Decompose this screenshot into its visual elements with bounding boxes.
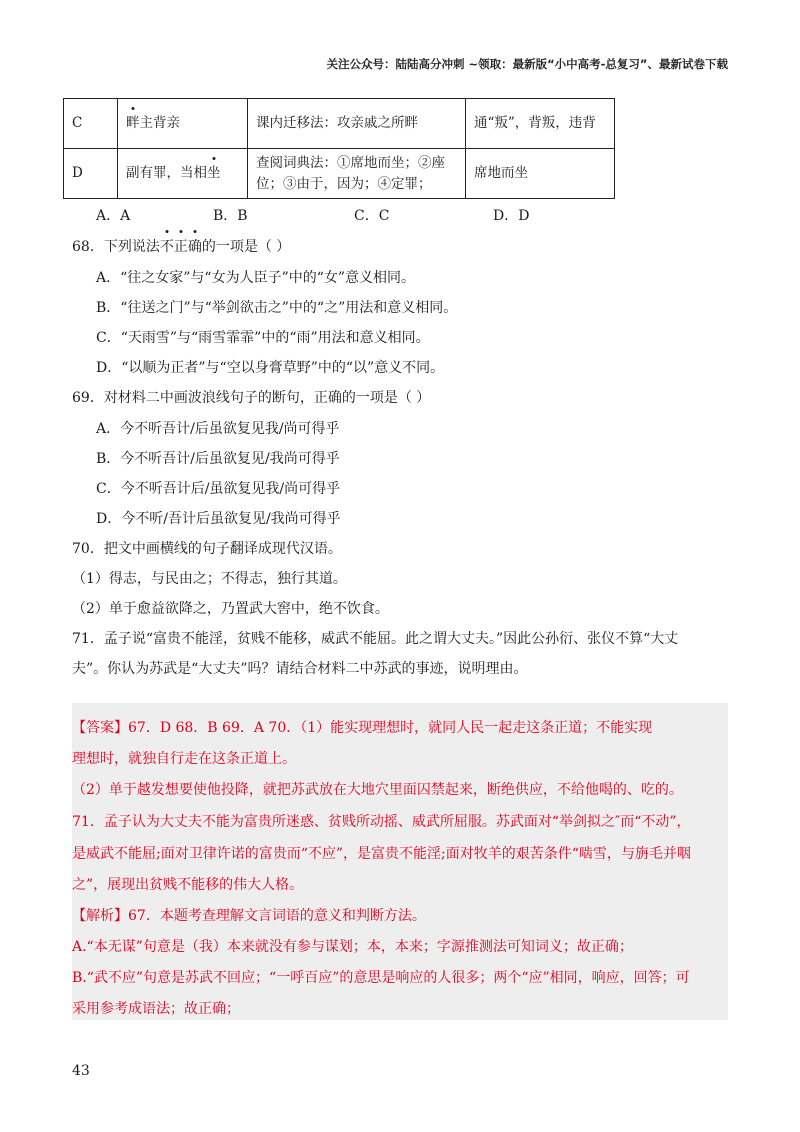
answer-line-6: 之”，展现出贫贱不能移的伟大人格。 [72, 877, 304, 893]
q69-option-d: D．今不听/吾计后虽欲复见/我尚可得乎 [96, 511, 341, 527]
analysis-tag: 【解析】 [72, 908, 128, 924]
answer-line-4: 71．孟子认为大丈夫不能为富贵所迷惑、贫贱所动摇、威武所屈服。苏武面对“举剑拟之″而“不动”， [72, 814, 691, 830]
q68-option-c: C．“天雨雪”与“雨雪霏霏”中的“雨”用法和意义相同。 [96, 330, 430, 346]
q69-option-a: A．今不听吾计/后虽欲复见我/尚可得乎 [96, 421, 340, 437]
options-table [63, 98, 615, 199]
q69-option-c: C．今不听吾计后/虽欲复见我/尚可得乎 [96, 481, 341, 497]
analysis-line-2: A.“本无谋”句意是（我）本来就没有参与谋划；本，本来；字源推测法可知词义；故正确； [72, 939, 633, 955]
row-word [118, 99, 248, 149]
row-method: 课内迁移法：攻亲戚之所畔 [248, 99, 466, 149]
analysis-line-1: 【解析】67．本题考查理解文言词语的意义和判断方法。 [72, 908, 426, 924]
row-letter: C [64, 99, 118, 149]
row-meaning: 席地而坐 [466, 149, 615, 199]
answer-line-1: 【答案】67．D 68．B 69．A 70．（1）能实现理想时，就同人民一起走这条正道；不能实现 [72, 720, 653, 736]
table-row [64, 149, 615, 199]
word-rest: 主背亲 [139, 115, 180, 131]
page-header: 关注公众号：陆陆高分冲刺 ~领取：最新版“小中高考-总复习”、最新试卷下载 [326, 57, 728, 71]
row-word [118, 149, 248, 199]
q69-option-b: B．今不听吾计/后虽欲复见/我尚可得乎 [96, 451, 340, 467]
q71-line-2: 夫”。你认为苏武是“大丈夫”吗？请结合材料二中苏武的事迹，说明理由。 [72, 661, 528, 677]
q69-stem: 69．对材料二中画波浪线句子的断句，正确的一项是（ ） [72, 390, 431, 406]
choice-c: C．C [354, 208, 390, 224]
analysis-line-3: B.“武不应”句意是苏武不回应；“一呼百应”的意思是响应的人很多；两个“应”相同，响应，回答；可 [72, 970, 690, 986]
choice-d: D．D [493, 208, 530, 224]
answer-line-3: （2）单于越发想要使他投降，就把苏武放在大地穴里面囚禁起来，断绝供应，不给他喝的、吃的。 [72, 782, 683, 798]
row-letter: D [64, 149, 118, 199]
dotted-char: 畔 [126, 113, 140, 134]
dotted-char: 坐 [207, 163, 221, 184]
row-method: 查阅词典法：①席地而坐；②座位；③由于，因为；④定罪； [248, 149, 466, 199]
q70-sentence-2: （2）单于愈益欲降之，乃置武大窖中，绝不饮食。 [72, 601, 389, 617]
answer-line-2: 理想时，就独自行走在这条正道上。 [72, 751, 296, 767]
row-meaning: 通“叛”，背叛，违背 [466, 99, 615, 149]
q68-option-d: D．“以顺为正者”与“空以身膏草野”中的“以”意义不同。 [96, 360, 445, 376]
analysis-line-4: 采用参考成语法；故正确； [72, 1001, 240, 1017]
choice-b: B．B [213, 208, 248, 224]
q70-sentence-1: （1）得志，与民由之；不得志，独行其道。 [72, 571, 347, 587]
q71-line-1: 71．孟子说“富贵不能淫，贫贱不能移，威武不能屈。此之谓大丈夫。”因此公孙衍、张仪不算“大丈 [72, 631, 679, 647]
answer-line-5: 是威武不能屈;面对卫律许诺的富贵而“不应”，是富贵不能淫;面对牧羊的艰苦条件“啮雪，与旃毛并咽 [72, 846, 691, 862]
word-pre: 副有罪，当相 [126, 165, 207, 181]
table-row [64, 99, 615, 149]
page-number: 43 [72, 1063, 90, 1079]
q68-option-b: B．“往送之门”与“举剑欲击之”中的“之”用法和意义相同。 [96, 300, 458, 316]
answer-tag: 【答案】 [72, 720, 128, 736]
q68-option-a: A．“往之女家”与“女为人臣子”中的“女”意义相同。 [96, 270, 416, 286]
q68-stem: 68．下列说法不正确的一项是（ ） [72, 236, 290, 256]
choice-a: A．A [96, 208, 131, 224]
q70-stem: 70．把文中画横线的句子翻译成现代汉语。 [72, 541, 342, 557]
